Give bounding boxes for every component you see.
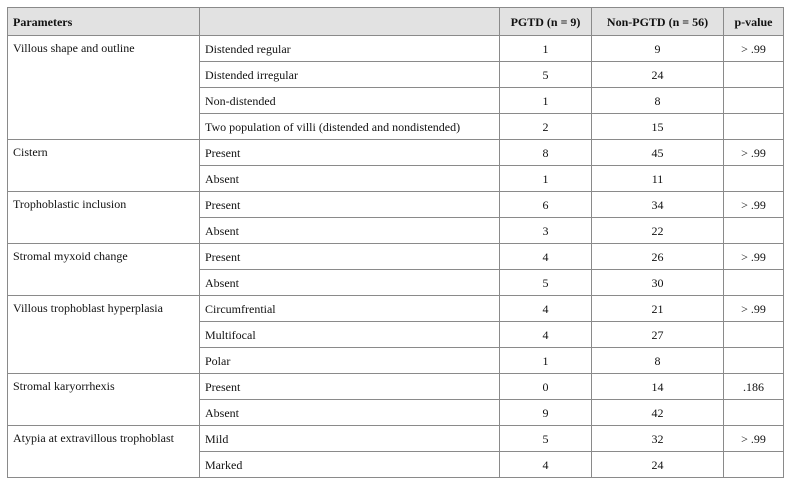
- non-pgtd-count-cell: 8: [592, 348, 724, 374]
- non-pgtd-count-cell: 14: [592, 374, 724, 400]
- header-row: [8, 8, 784, 36]
- non-pgtd-count-cell: 26: [592, 244, 724, 270]
- table-row: [8, 36, 784, 62]
- p-value-cell: [724, 322, 784, 348]
- p-value-cell: [724, 452, 784, 478]
- pgtd-count-cell: 1: [500, 348, 592, 374]
- parameter-cell: Cistern: [8, 140, 200, 192]
- p-value-cell: [724, 62, 784, 88]
- header-p-value: p-value: [724, 8, 784, 36]
- p-value-cell: [724, 270, 784, 296]
- non-pgtd-count-cell: 27: [592, 322, 724, 348]
- non-pgtd-count-cell: 15: [592, 114, 724, 140]
- p-value-cell: .186: [724, 374, 784, 400]
- pgtd-count-cell: 4: [500, 244, 592, 270]
- category-cell: Distended regular: [200, 36, 500, 62]
- pgtd-count-cell: 1: [500, 88, 592, 114]
- table-row: [8, 296, 784, 322]
- p-value-cell: [724, 400, 784, 426]
- results-table: [7, 7, 784, 478]
- p-value-cell: [724, 114, 784, 140]
- non-pgtd-count-cell: 22: [592, 218, 724, 244]
- p-value-cell: [724, 166, 784, 192]
- parameter-cell: Stromal karyorrhexis: [8, 374, 200, 426]
- table-body: [8, 36, 784, 478]
- parameter-cell: Villous trophoblast hyperplasia: [8, 296, 200, 374]
- non-pgtd-count-cell: 8: [592, 88, 724, 114]
- pgtd-count-cell: 5: [500, 270, 592, 296]
- non-pgtd-count-cell: 21: [592, 296, 724, 322]
- pgtd-count-cell: 3: [500, 218, 592, 244]
- pgtd-count-cell: 0: [500, 374, 592, 400]
- pgtd-count-cell: 4: [500, 296, 592, 322]
- pgtd-count-cell: 4: [500, 322, 592, 348]
- non-pgtd-count-cell: 30: [592, 270, 724, 296]
- category-cell: Absent: [200, 218, 500, 244]
- category-cell: Circumfrential: [200, 296, 500, 322]
- pgtd-count-cell: 2: [500, 114, 592, 140]
- pgtd-count-cell: 8: [500, 140, 592, 166]
- category-cell: Mild: [200, 426, 500, 452]
- non-pgtd-count-cell: 24: [592, 452, 724, 478]
- table-row: [8, 244, 784, 270]
- non-pgtd-count-cell: 9: [592, 36, 724, 62]
- category-cell: Two population of villi (distended and nondistended): [200, 114, 500, 140]
- category-cell: Multifocal: [200, 322, 500, 348]
- category-cell: Present: [200, 374, 500, 400]
- category-cell: Present: [200, 244, 500, 270]
- non-pgtd-count-cell: 24: [592, 62, 724, 88]
- parameter-cell: Stromal myxoid change: [8, 244, 200, 296]
- table-row: [8, 192, 784, 218]
- table-row: [8, 374, 784, 400]
- parameter-cell: Atypia at extravillous trophoblast: [8, 426, 200, 478]
- p-value-cell: > .99: [724, 36, 784, 62]
- p-value-cell: > .99: [724, 426, 784, 452]
- category-cell: Absent: [200, 270, 500, 296]
- pgtd-count-cell: 5: [500, 426, 592, 452]
- pgtd-count-cell: 9: [500, 400, 592, 426]
- non-pgtd-count-cell: 42: [592, 400, 724, 426]
- category-cell: Present: [200, 140, 500, 166]
- non-pgtd-count-cell: 34: [592, 192, 724, 218]
- header-non-pgtd: Non-PGTD (n = 56): [592, 8, 724, 36]
- pgtd-count-cell: 5: [500, 62, 592, 88]
- category-cell: Polar: [200, 348, 500, 374]
- category-cell: Absent: [200, 166, 500, 192]
- p-value-cell: [724, 88, 784, 114]
- pgtd-count-cell: 1: [500, 36, 592, 62]
- table-row: [8, 140, 784, 166]
- header-category: [200, 8, 500, 36]
- p-value-cell: > .99: [724, 244, 784, 270]
- category-cell: Present: [200, 192, 500, 218]
- pgtd-count-cell: 6: [500, 192, 592, 218]
- pgtd-count-cell: 4: [500, 452, 592, 478]
- pgtd-count-cell: 1: [500, 166, 592, 192]
- parameter-cell: Trophoblastic inclusion: [8, 192, 200, 244]
- non-pgtd-count-cell: 45: [592, 140, 724, 166]
- category-cell: Non-distended: [200, 88, 500, 114]
- p-value-cell: [724, 218, 784, 244]
- p-value-cell: > .99: [724, 140, 784, 166]
- p-value-cell: > .99: [724, 192, 784, 218]
- category-cell: Distended irregular: [200, 62, 500, 88]
- category-cell: Absent: [200, 400, 500, 426]
- category-cell: Marked: [200, 452, 500, 478]
- table-row: [8, 426, 784, 452]
- p-value-cell: > .99: [724, 296, 784, 322]
- non-pgtd-count-cell: 32: [592, 426, 724, 452]
- p-value-cell: [724, 348, 784, 374]
- non-pgtd-count-cell: 11: [592, 166, 724, 192]
- header-parameters: Parameters: [8, 8, 200, 36]
- parameter-cell: Villous shape and outline: [8, 36, 200, 140]
- header-pgtd: PGTD (n = 9): [500, 8, 592, 36]
